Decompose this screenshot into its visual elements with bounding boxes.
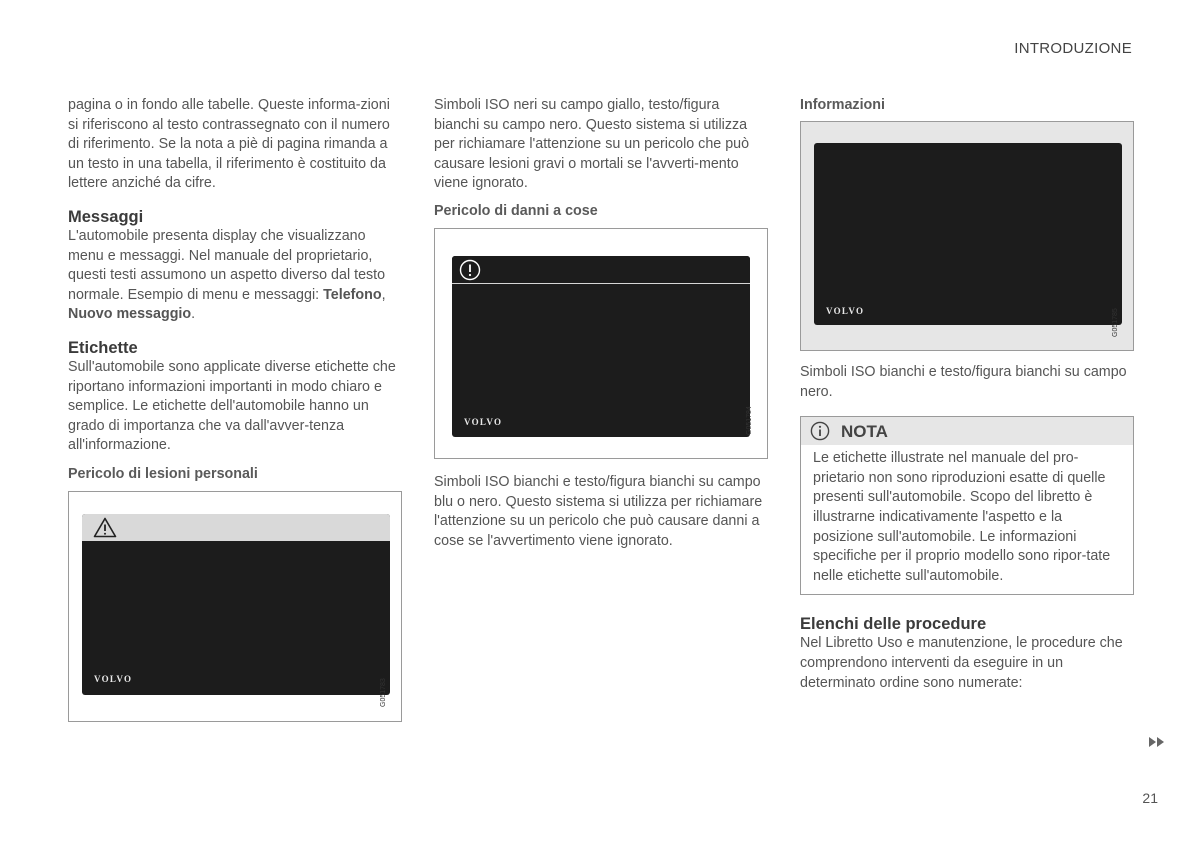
warning-label-figure [68,491,402,722]
note-header [801,417,1133,445]
figure-code: G051785 [1112,308,1119,337]
info-description: Simboli ISO bianchi e testo/figura bianchi su campo nero. [800,364,1127,400]
term-separator: , [381,286,386,303]
damage-label [452,256,750,437]
page-number: 21 [1142,790,1158,806]
note-text: Le etichette illustrate nel manuale del pro-prietario non sono riproduzioni esatte di quelle presenti sull'automobile. Scopo del libretto è illustrarne indicativamente l'aspetto e la posizione sull'automobile. Le informazioni specifiche per il proprio modello sono ripor-tate nelle etichette sull'automobile. [813,450,1111,584]
exclamation-circle-icon [459,259,481,281]
volvo-wordmark: VOLVO [826,306,865,316]
info-circle-icon [810,421,830,441]
messaggi-heading: Messaggi [68,207,144,226]
damage-label-figure [434,228,768,459]
figure-code: G051784 [746,406,753,435]
note-title: NOTA [841,422,888,442]
term-nuovo-messaggio: Nuovo messaggio [68,306,192,323]
label-header-strip [452,256,750,284]
column-2 [434,96,768,551]
elenchi-heading: Elenchi delle procedure [800,615,987,634]
volvo-wordmark: VOLVO [464,416,503,427]
volvo-wordmark: VOLVO [94,673,133,684]
warning-label [82,514,390,695]
etichette-heading: Etichette [68,338,138,357]
messaggi-text: L'automobile presenta display che visualizzano menu e messaggi. Nel manuale del proprietario, questi testi assumono un aspetto diverso dal testo normale. Esempio di menu e messaggi: [68,227,386,303]
lesioni-subheading: Pericolo di lesioni personali [68,465,258,482]
warning-triangle-icon [93,517,117,538]
info-label [814,143,1122,325]
elenchi-paragraph: Nel Libretto Uso e manutenzione, le procedure che comprendono interventi da eseguire in un determinato ordine sono numerate: [800,635,1123,691]
intro-paragraph: pagina o in fondo alle tabelle. Queste informa-zioni si riferiscono al testo contrassegnato con il numero di riferimento. Se la nota a piè di pagina rimanda a un testo in una tabella, il riferimento è costituito da lettere anziché da cifre. [68,97,390,192]
figure-code: G051783 [380,678,387,707]
damage-description: Simboli ISO bianchi e testo/figura bianchi su campo blu o nero. Questo sistema si utilizza per richiamare l'attenzione su un pericolo che può causare danni a cose se l'avvertimento viene ignorato. [434,473,763,549]
column-3 [800,96,1134,693]
messaggi-paragraph [68,227,402,325]
section-title: INTRODUZIONE [1014,40,1132,57]
note-body [801,445,1133,594]
danger-description: Simboli ISO neri su campo giallo, testo/figura bianchi su campo nero. Questo sistema si utilizza per richiamare l'attenzione su un pericolo che può causare lesioni gravi o mortali se l'avverti-mento viene ignorato. [434,97,750,192]
column-1 [68,96,402,722]
note-box [800,416,1134,595]
info-label-figure [800,121,1134,351]
term-end: . [191,306,196,323]
double-play-icon [1148,736,1166,748]
label-header-strip [82,514,390,541]
etichette-paragraph: Sull'automobile sono applicate diverse etichette che riportano informazioni importanti in modo chiaro e semplice. Le etichette dell'automobile hanno un grado di importanza che va dall'avver-tenza all'informazione. [68,358,396,454]
danni-subheading: Pericolo di danni a cose [434,202,598,219]
term-telefono: Telefono [323,286,382,303]
informazioni-subheading: Informazioni [800,97,885,113]
